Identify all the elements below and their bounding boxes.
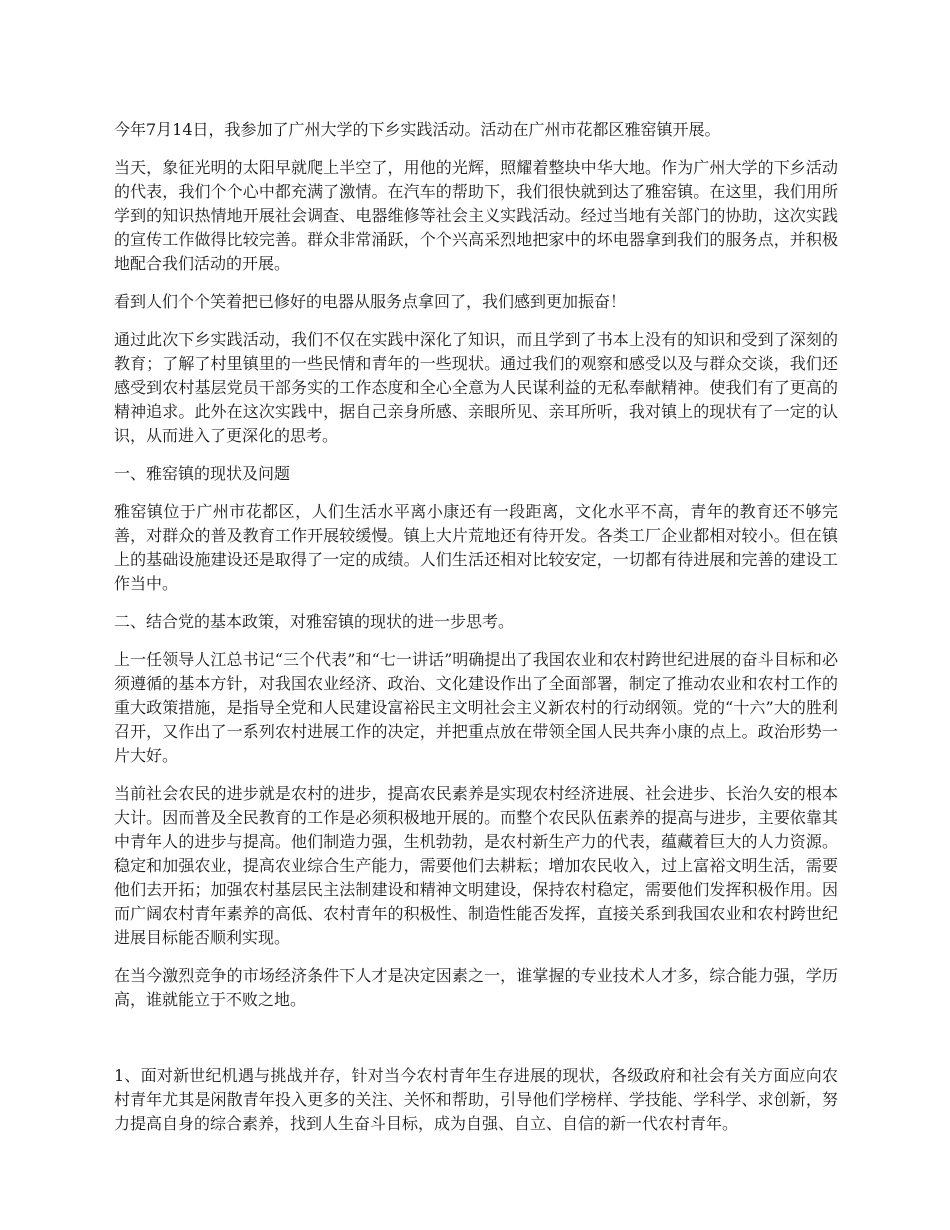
paragraph-activity-day: 当天，象征光明的太阳早就爬上半空了，用他的光辉，照耀着整块中华大地。作为广州大学的下乡活动的代表，我们个个心中都充满了激情。在汽车的帮助下，我们很快就到达了雅窑镇。在这里，我们用所学到的知识热情地开展社会调查、电器维修等社会主义实践活动。经过当地有关部门的协助，这次实践的宣传工作做得比较完善。群众非常涌跃，个个兴高采烈地把家中的坏电器拿到我们的服务点，并积极地配合我们活动的开展。 xyxy=(114,158,838,273)
paragraph-party-policy: 上一任领导人江总书记“三个代表”和“七一讲话”明确提出了我国农业和农村跨世纪进展的奋斗目标和必须遵循的基本方针，对我国农业经济、政治、文化建设作出了全面部署，制定了推动农业和农村工作的重大政策措施，是指导全党和人民建设富裕民主文明社会主义新农村的行动纲领。党的“十六”大的胜利召开，又作出了一系列农村进展工作的决定，并把重点放在带领全国人民共奔小康的点上。政治形势一片大好。 xyxy=(114,650,838,765)
paragraph-intro: 今年7月14日，我参加了广州大学的下乡实践活动。活动在广州市花都区雅窑镇开展。 xyxy=(114,120,721,139)
section-heading-2: 二、结合党的基本政策，对雅窑镇的现状的进一步思考。 xyxy=(114,612,515,631)
section-heading-1: 一、雅窑镇的现状及问题 xyxy=(114,464,291,483)
paragraph-reflection: 通过此次下乡实践活动，我们不仅在实践中深化了知识，而且学到了书本上没有的知识和受到了深刻的教育；了解了村里镇里的一些民情和青年的一些现状。通过我们的观察和感受以及与群众交谈，我们还感受到农村基层党员干部务实的工作态度和全心全意为人民谋利益的无私奉献精神。使我们有了更高的精神追求。此外在这次实践中，据自己亲身所感、亲眼所见、亲耳所听，我对镇上的现状有了一定的认识，从而进入了更深化的思考。 xyxy=(114,330,838,445)
spacer xyxy=(114,1026,838,1064)
document-body xyxy=(114,118,838,1150)
paragraph-point-1: 1、面对新世纪机遇与挑战并存，针对当今农村青年生存进展的现状，各级政府和社会有关方面应向农村青年尤其是闲散青年投入更多的关注、关怀和帮助，引导他们学榜样、学技能、学科学、求创新，努力提高自身的综合素养，找到人生奋斗目标，成为自强、自立、自信的新一代农村青年。 xyxy=(114,1066,838,1133)
paragraph-town-status: 雅窑镇位于广州市花都区，人们生活水平离小康还有一段距离，文化水平不高，青年的教育还不够完善，对群众的普及教育工作开展较缓慢。镇上大片荒地还有待开发。各类工厂企业都相对较小。但在镇上的基础设施建设还是取得了一定的成绩。人们生活还相对比较安定，一切都有待进展和完善的建设工作当中。 xyxy=(114,502,838,593)
paragraph-excitement: 看到人们个个笑着把已修好的电器从服务点拿回了，我们感到更加振奋！ xyxy=(114,292,627,311)
paragraph-talent: 在当今激烈竞争的市场经济条件下人才是决定因素之一，谁掌握的专业技术人才多，综合能力强，学历高，谁就能立于不败之地。 xyxy=(114,966,838,1009)
paragraph-farmer-progress: 当前社会农民的进步就是农村的进步，提高农民素养是实现农村经济进展、社会进步、长治久安的根本大计。因而普及全民教育的工作是必须积极地开展的。而整个农民队伍素养的提高与进步，主要依靠其中青年人的进步与提高。他们制造力强，生机勃勃，是农村新生产力的代表，蕴藏着巨大的人力资源。稳定和加强农业，提高农业综合生产能力，需要他们去耕耘；增加农民收入，过上富裕文明生活，需要他们去开拓；加强农村基层民主法制建设和精神文明建设，保持农村稳定，需要他们发挥积极作用。因而广阔农村青年素养的高低、农村青年的积极性、制造性能否发挥，直接关系到我国农业和农村跨世纪进展目标能否顺利实现。 xyxy=(114,784,838,947)
